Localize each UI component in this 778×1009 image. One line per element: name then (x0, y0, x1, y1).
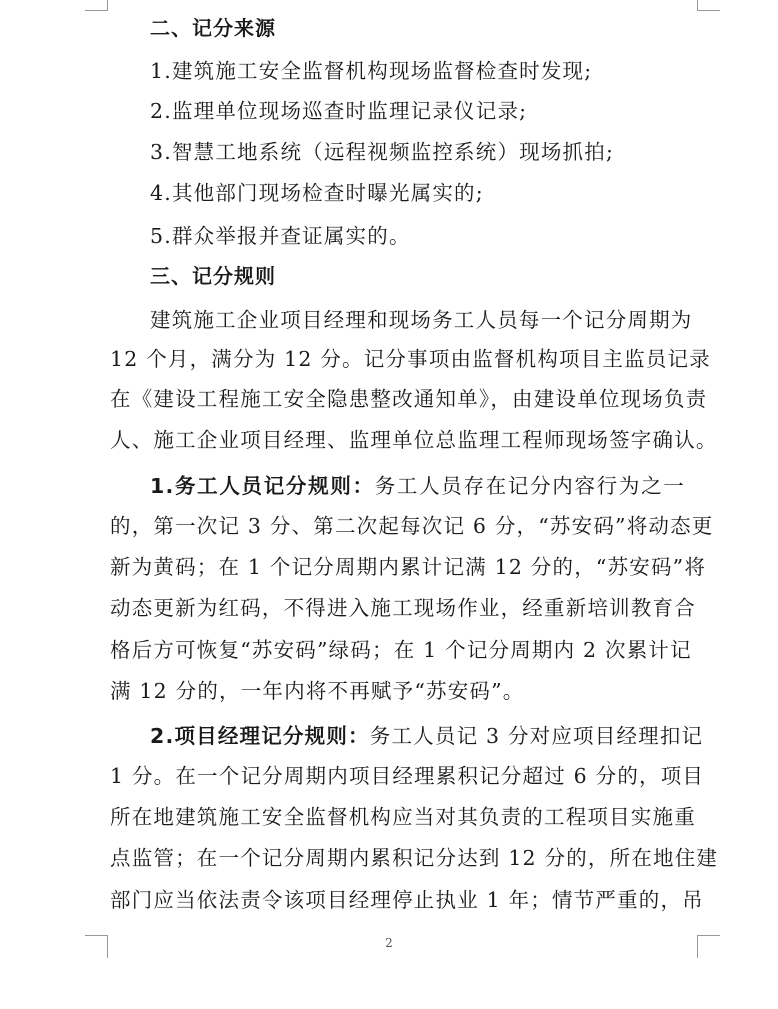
paragraph-line: 部门应当依法责令该项目经理停止执业 1 年；情节严重的，吊 (110, 888, 704, 912)
list-item: 1.建筑施工安全监督机构现场监督检查时发现; (150, 59, 593, 83)
rule2-first-line-text: 务工人员记 3 分对应项目经理扣记 (369, 724, 704, 748)
page-number: 2 (385, 936, 393, 950)
section-heading-scoring-rules: 三、记分规则 (150, 264, 276, 288)
list-item: 5.群众举报并查证属实的。 (150, 224, 411, 248)
section-heading-scoring-sources: 二、记分来源 (150, 16, 276, 40)
crop-mark-top-right (697, 0, 720, 11)
paragraph-line: 动态更新为红码，不得进入施工现场作业，经重新培训教育合 (110, 596, 696, 620)
rule1-first-line-text: 务工人员存在记分内容行为之一 (374, 474, 685, 498)
paragraph-line: 新为黄码；在 1 个记分周期内累计记满 12 分的，“苏安码”将 (110, 555, 707, 579)
paragraph-line: 格后方可恢复“苏安码”绿码；在 1 个记分周期内 2 次累计记 (110, 638, 692, 662)
paragraph-line: 1 分。在一个记分周期内项目经理累积记分超过 6 分的，项目 (110, 764, 705, 788)
paragraph-line: 满 12 分的，一年内将不再赋予“苏安码”。 (110, 679, 525, 703)
crop-mark-top-left (85, 0, 108, 11)
paragraph-line: 建筑施工企业项目经理和现场务工人员每一个记分周期为 (150, 308, 693, 332)
list-item: 2.监理单位现场巡查时监理记录仪记录; (150, 99, 528, 123)
list-item: 3.智慧工地系统（远程视频监控系统）现场抓拍; (150, 140, 615, 164)
rule2-first-line (150, 722, 704, 750)
paragraph-line: 在《建设工程施工安全隐患整改通知单》，由建设单位现场负责 (110, 387, 708, 411)
list-item: 4.其他部门现场检查时曝光属实的; (150, 181, 484, 205)
paragraph-line: 点监管；在一个记分周期内累积记分达到 12 分的，所在地住建 (110, 846, 719, 870)
paragraph-line: 人、施工企业项目经理、监理单位总监理工程师现场签字确认。 (110, 428, 718, 452)
rule2-title: 2.项目经理记分规则： (150, 724, 370, 748)
paragraph-line: 12 个月，满分为 12 分。记分事项由监督机构项目主监员记录 (110, 347, 711, 371)
rule1-first-line (150, 472, 685, 500)
rule1-title: 1.务工人员记分规则： (150, 474, 375, 498)
paragraph-line: 所在地建筑施工安全监督机构应当对其负责的工程项目实施重 (110, 805, 696, 829)
paragraph-line: 的，第一次记 3 分、第二次起每次记 6 分，“苏安码”将动态更 (110, 514, 714, 538)
